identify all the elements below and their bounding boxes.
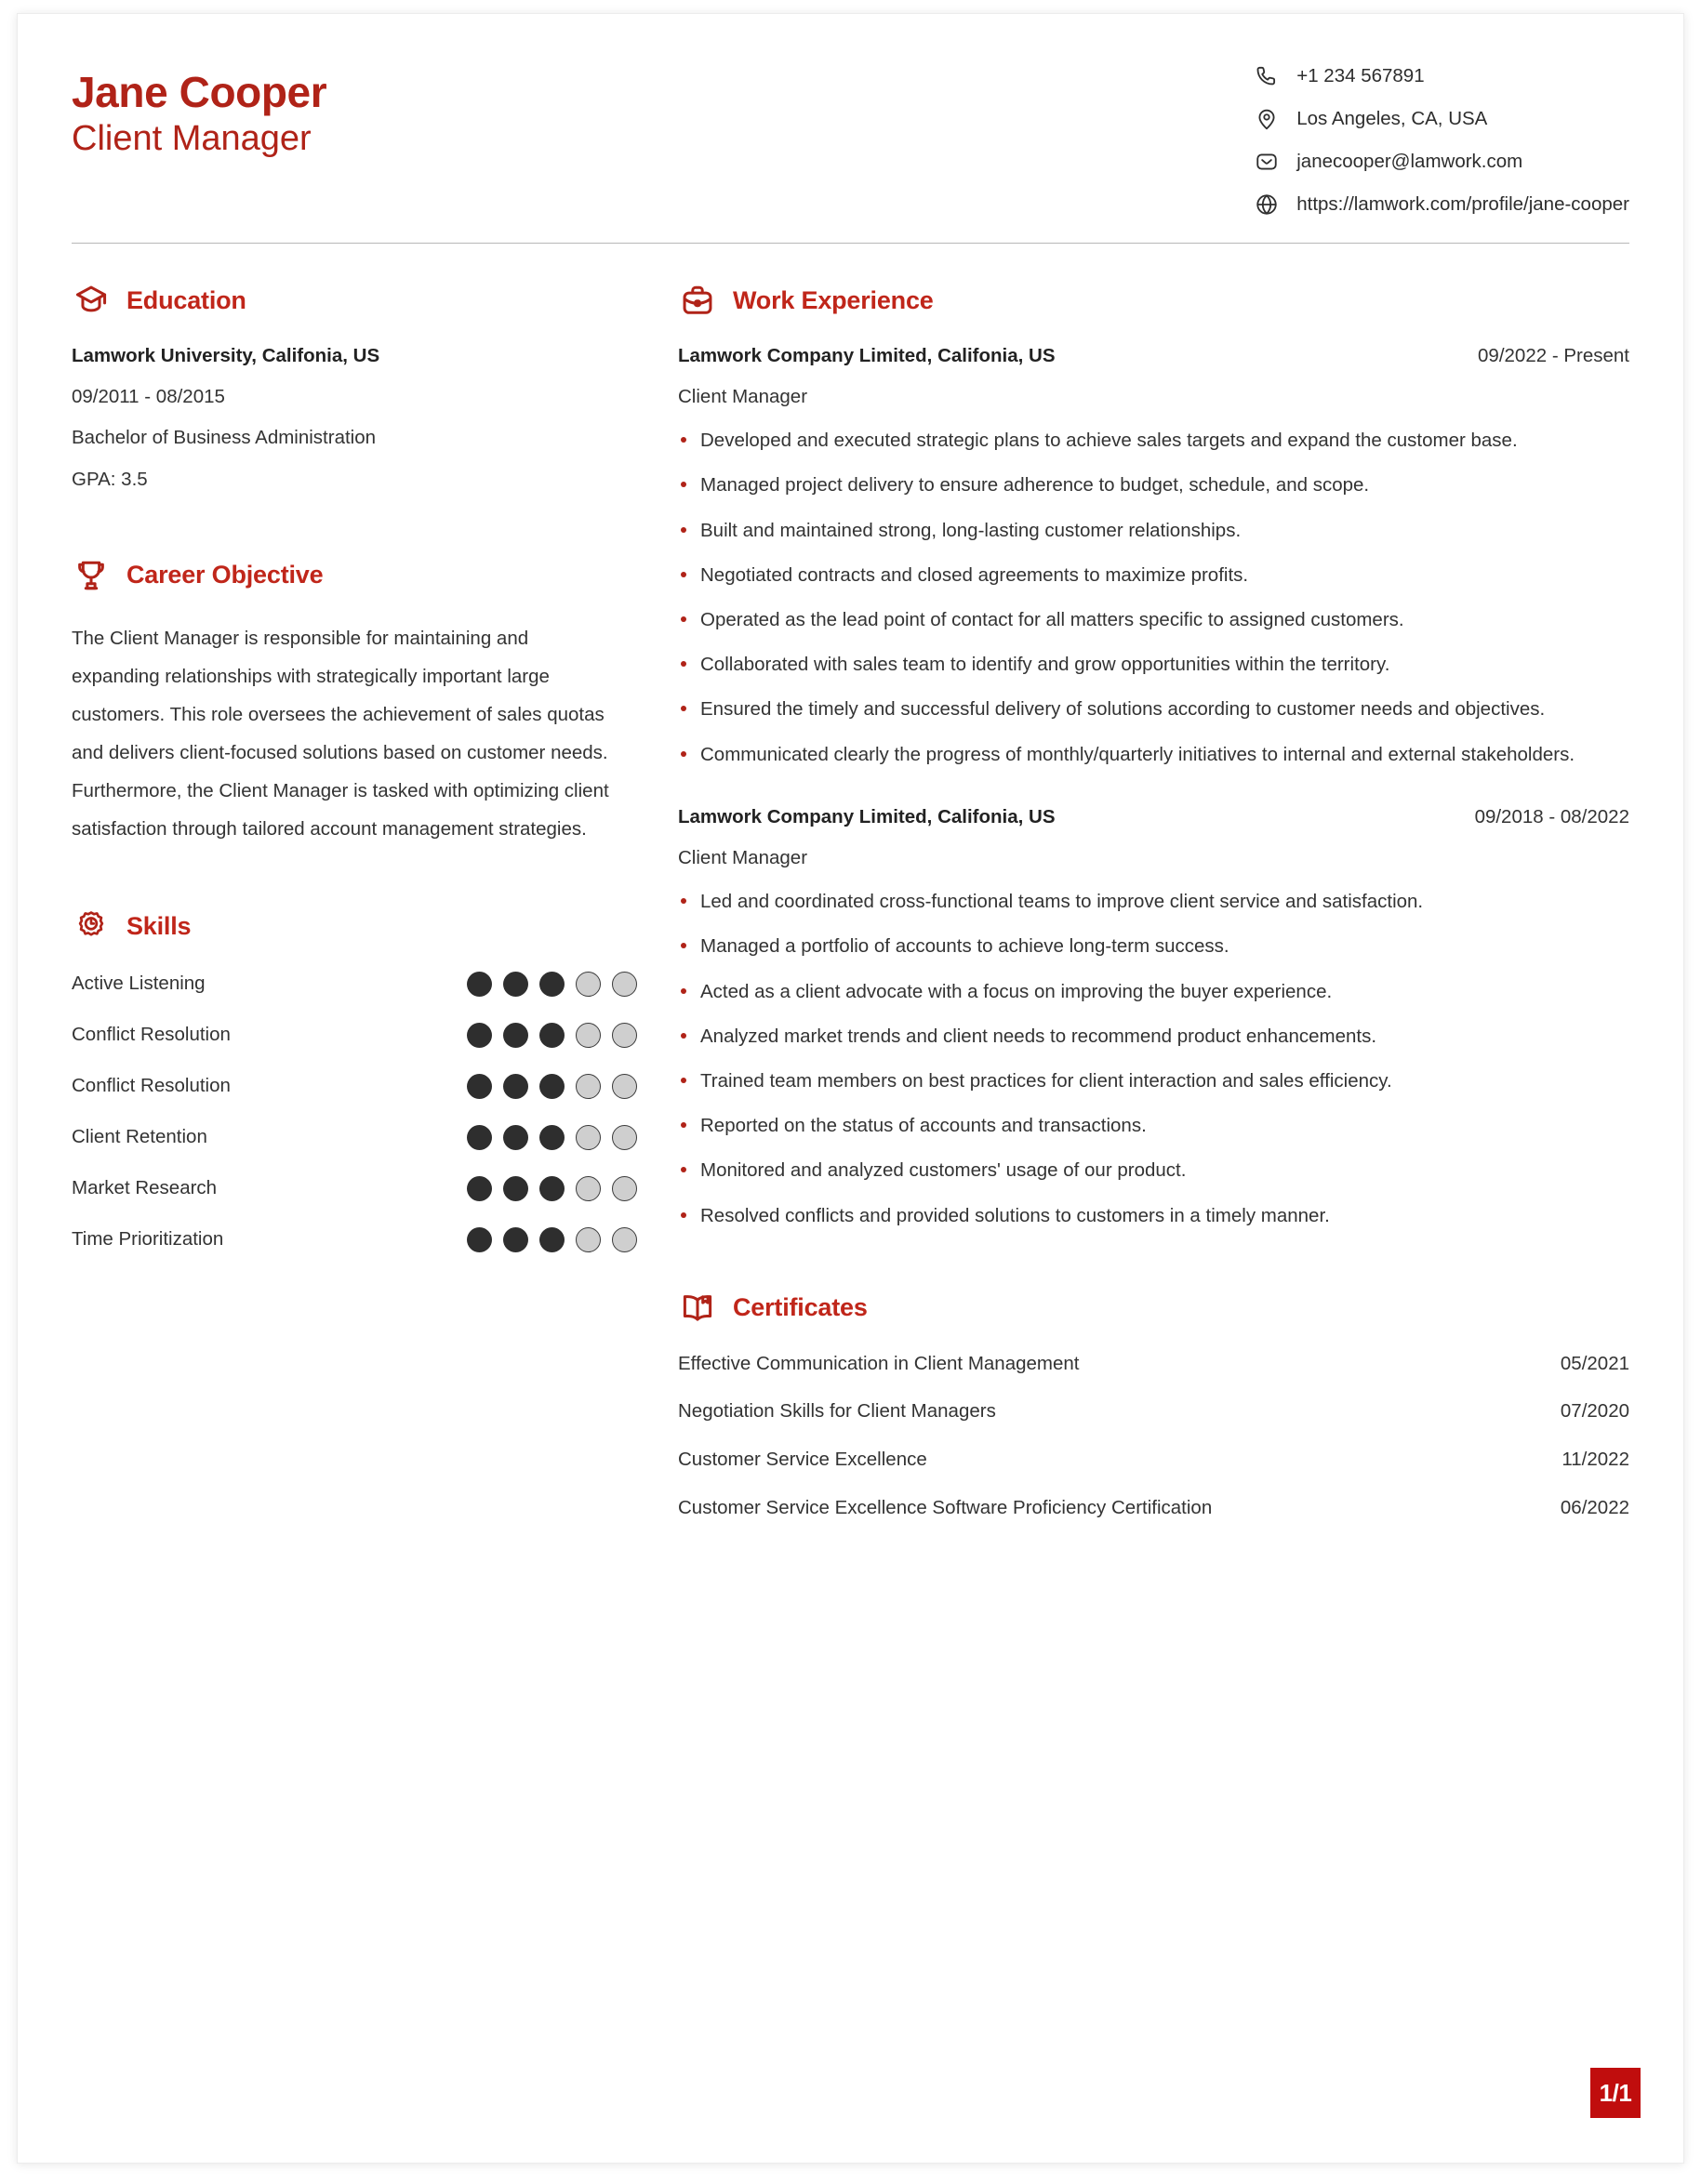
contact-website-value: https://lamwork.com/profile/jane-cooper — [1296, 192, 1629, 215]
skill-dot-filled — [467, 1227, 492, 1252]
skill-name: Conflict Resolution — [72, 1024, 231, 1046]
left-column — [72, 281, 674, 1254]
skill-dot-empty — [576, 1227, 601, 1252]
skill-row — [72, 1022, 637, 1050]
skill-dot-filled — [467, 1125, 492, 1150]
skill-dot-filled — [539, 1176, 565, 1201]
skill-dot-filled — [467, 1023, 492, 1048]
certificate-row — [678, 1352, 1629, 1376]
job-role: Client Manager — [678, 385, 808, 407]
job-bullet: Communicated clearly the progress of monthly/quarterly initiatives to internal and external stakeholders. — [678, 739, 1629, 770]
skill-dot-filled — [539, 972, 565, 997]
skill-rating — [467, 1227, 637, 1252]
skill-dot-empty — [576, 1023, 601, 1048]
jobs-list — [678, 344, 1629, 1231]
resume-body — [72, 244, 1629, 1519]
contact-phone-value: +1 234 567891 — [1296, 64, 1425, 86]
education-gpa: GPA: 3.5 — [72, 468, 148, 490]
skill-row — [72, 971, 637, 999]
section-career-objective — [72, 556, 637, 848]
skill-rating — [467, 972, 637, 997]
globe-icon — [1253, 191, 1281, 218]
job-dates: 09/2022 - Present — [1478, 345, 1629, 366]
job-bullet: Reported on the status of accounts and transactions. — [678, 1110, 1629, 1141]
spacer-after-objective — [72, 848, 637, 907]
skill-dot-empty — [576, 972, 601, 997]
career-objective-text: The Client Manager is responsible for maintaining and expanding relationships with strategically important large customers. This role oversees the achievement of sales quotas and delivers client-focused solutions based on customer needs. Furthermore, the Client Manager is tasked with optimizing client satisfaction through tailored account management strategies. — [72, 627, 609, 840]
certificate-name: Customer Service Excellence Software Proficiency Certification — [678, 1496, 1213, 1518]
skill-rating — [467, 1176, 637, 1201]
job-bullet: Trained team members on best practices for client interaction and sales efficiency. — [678, 1066, 1629, 1096]
skill-row — [72, 1175, 637, 1203]
spacer-after-work — [678, 1231, 1629, 1289]
identity-block — [72, 57, 326, 160]
contact-item-email[interactable] — [1253, 148, 1629, 176]
certificate-date: 05/2021 — [1560, 1352, 1629, 1374]
trophy-icon — [72, 556, 111, 595]
section-certificates — [678, 1289, 1629, 1520]
certificate-date: 11/2022 — [1561, 1449, 1629, 1470]
skill-row — [72, 1226, 637, 1254]
skill-name: Client Retention — [72, 1126, 207, 1148]
skill-row — [72, 1073, 637, 1101]
spacer-after-education — [72, 493, 637, 556]
skills-list — [72, 971, 637, 1254]
skill-dot-filled — [467, 972, 492, 997]
section-header-education — [72, 281, 637, 320]
skill-dot-filled — [503, 1176, 528, 1201]
skill-dot-empty — [612, 1125, 637, 1150]
skill-dot-filled — [503, 1227, 528, 1252]
certificate-row — [678, 1399, 1629, 1423]
education-degree: Bachelor of Business Administration — [72, 427, 377, 449]
contact-item-website[interactable] — [1253, 191, 1629, 218]
job-bullet: Built and maintained strong, long-lasting customer relationships. — [678, 515, 1629, 546]
skill-dot-empty — [612, 972, 637, 997]
skill-dot-filled — [503, 1023, 528, 1048]
job-bullet: Led and coordinated cross-functional teams to improve client service and satisfaction. — [678, 886, 1629, 917]
right-column — [674, 281, 1629, 1519]
education-school: Lamwork University, Califonia, US — [72, 345, 380, 366]
certificates-list — [678, 1352, 1629, 1520]
education-dates: 09/2011 - 08/2015 — [72, 385, 225, 407]
skill-dot-filled — [503, 1074, 528, 1099]
job-bullet: Resolved conflicts and provided solutions to customers in a timely manner. — [678, 1200, 1629, 1231]
job-bullet-list — [678, 886, 1629, 1231]
gear-clock-icon — [72, 907, 111, 946]
certificate-name: Customer Service Excellence — [678, 1449, 927, 1470]
skill-dot-filled — [539, 1125, 565, 1150]
job-entry — [678, 805, 1629, 1231]
briefcase-icon — [678, 281, 717, 320]
phone-icon — [1253, 62, 1281, 90]
skill-dot-empty — [612, 1023, 637, 1048]
certificate-name: Effective Communication in Client Management — [678, 1352, 1080, 1374]
section-education — [72, 281, 637, 493]
resume-document — [17, 13, 1684, 2164]
skill-name: Market Research — [72, 1177, 218, 1199]
contact-email-value: janecooper@lamwork.com — [1296, 150, 1523, 172]
job-bullet: Managed a portfolio of accounts to achieve long-term success. — [678, 931, 1629, 961]
skill-dot-filled — [503, 1125, 528, 1150]
section-work-experience — [678, 281, 1629, 1231]
skill-dot-filled — [539, 1023, 565, 1048]
job-header — [678, 344, 1629, 368]
skill-dot-filled — [503, 972, 528, 997]
skill-name: Conflict Resolution — [72, 1075, 231, 1097]
job-bullet: Analyzed market trends and client needs to recommend product enhancements. — [678, 1021, 1629, 1052]
location-icon — [1253, 105, 1281, 133]
graduation-cap-icon — [72, 281, 111, 320]
contact-location-value: Los Angeles, CA, USA — [1296, 107, 1488, 129]
email-icon — [1253, 148, 1281, 176]
section-title-objective: Career Objective — [126, 561, 324, 589]
certificate-row — [678, 1448, 1629, 1472]
skill-dot-empty — [576, 1125, 601, 1150]
job-bullet: Managed project delivery to ensure adherence to budget, schedule, and scope. — [678, 470, 1629, 500]
section-header-objective — [72, 556, 637, 595]
job-bullet: Negotiated contracts and closed agreements to maximize profits. — [678, 560, 1629, 590]
section-header-skills — [72, 907, 637, 946]
skill-rating — [467, 1023, 637, 1048]
contact-item-location[interactable] — [1253, 105, 1629, 133]
section-title-work: Work Experience — [733, 285, 934, 314]
certificate-date: 06/2022 — [1560, 1496, 1629, 1518]
job-bullet: Developed and executed strategic plans to achieve sales targets and expand the customer base. — [678, 425, 1629, 456]
job-bullet: Collaborated with sales team to identify and grow opportunities within the territory. — [678, 649, 1629, 680]
skill-dot-empty — [576, 1074, 601, 1099]
job-entry — [678, 344, 1629, 770]
page-title: Jane Cooper — [72, 68, 327, 116]
job-bullet-list — [678, 425, 1629, 770]
skill-dot-empty — [612, 1227, 637, 1252]
open-book-icon — [678, 1289, 717, 1328]
job-header — [678, 805, 1629, 829]
skill-rating — [467, 1125, 637, 1150]
job-bullet: Monitored and analyzed customers' usage of our product. — [678, 1155, 1629, 1185]
certificate-date: 07/2020 — [1560, 1400, 1629, 1423]
contact-list — [1253, 57, 1629, 218]
job-bullet: Ensured the timely and successful delivery of solutions according to customer needs and objectives. — [678, 694, 1629, 724]
job-bullet: Operated as the lead point of contact for all matters specific to assigned customers. — [678, 604, 1629, 635]
skill-rating — [467, 1074, 637, 1099]
section-title-education: Education — [126, 285, 246, 314]
headline-job-title: Client Manager — [72, 118, 312, 158]
skill-dot-filled — [467, 1074, 492, 1099]
job-bullet: Acted as a client advocate with a focus on improving the buyer experience. — [678, 976, 1629, 1007]
resume-header — [72, 57, 1629, 243]
job-company: Lamwork Company Limited, Califonia, US — [678, 345, 1056, 366]
skill-dot-empty — [612, 1176, 637, 1201]
section-title-skills: Skills — [126, 912, 192, 941]
spacer-between-jobs — [678, 770, 1629, 805]
section-title-certificates: Certificates — [733, 1293, 868, 1322]
page-indicator-badge: 1/1 — [1590, 2068, 1641, 2118]
skill-name: Time Prioritization — [72, 1228, 224, 1251]
certificate-row — [678, 1496, 1629, 1520]
job-role: Client Manager — [678, 846, 808, 868]
job-company: Lamwork Company Limited, Califonia, US — [678, 805, 1056, 827]
skill-dot-filled — [467, 1176, 492, 1201]
skill-dot-empty — [576, 1176, 601, 1201]
certificate-name: Negotiation Skills for Client Managers — [678, 1400, 996, 1423]
skill-name: Active Listening — [72, 973, 206, 995]
job-dates: 09/2018 - 08/2022 — [1474, 805, 1629, 827]
skill-dot-filled — [539, 1227, 565, 1252]
skill-row — [72, 1124, 637, 1152]
skill-dot-filled — [539, 1074, 565, 1099]
section-skills — [72, 907, 637, 1254]
contact-item-phone[interactable] — [1253, 62, 1629, 90]
skill-dot-empty — [612, 1074, 637, 1099]
section-header-certificates — [678, 1289, 1629, 1328]
section-header-work — [678, 281, 1629, 320]
